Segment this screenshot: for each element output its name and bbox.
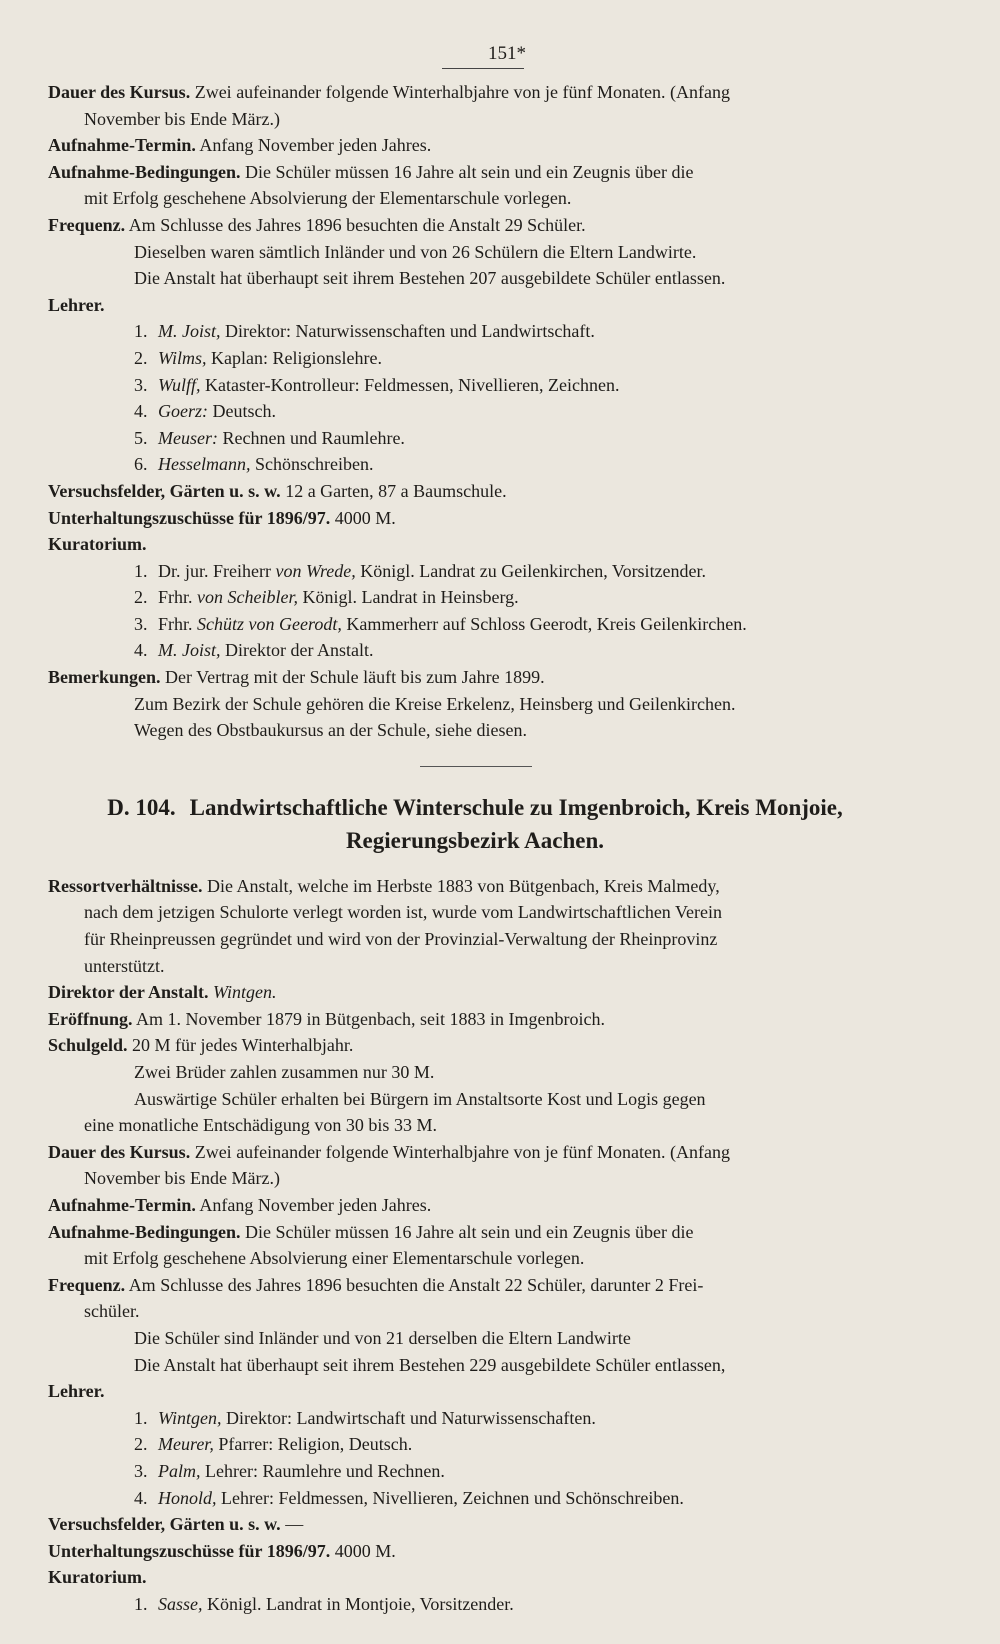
- list-item-name: Sasse,: [158, 1593, 203, 1614]
- aufnahme-termin-entry: [48, 132, 902, 159]
- aufnahme-bedingungen-continuation-2: mit Erfolg geschehene Absolvierung einer Elementarschule vorlegen.: [84, 1248, 585, 1269]
- list-item: [48, 584, 902, 611]
- schulgeld-line-2: Zwei Brüder zahlen zusammen nur 30 M.: [134, 1062, 435, 1082]
- list-item-text: Königl. Landrat zu Geilenkirchen, Vorsitzender.: [360, 560, 707, 581]
- dauer-entry: [48, 79, 902, 106]
- kuratorium-heading-2: Kuratorium.: [48, 1567, 147, 1588]
- schulgeld-line-3: Auswärtige Schüler erhalten bei Bürgern im Anstaltsorte Kost und Logis gegen: [134, 1088, 706, 1109]
- entry-heading: Aufnahme-Termin.: [48, 135, 196, 156]
- list-item-number: 1.: [134, 1593, 148, 1614]
- page-number-rule: [442, 68, 524, 69]
- list-item: [48, 1591, 902, 1618]
- list-item: [48, 1431, 902, 1458]
- kuratorium-list: [48, 558, 902, 664]
- list-item-text: Pfarrer: Religion, Deutsch.: [218, 1434, 413, 1455]
- list-item-number: 1.: [134, 1407, 148, 1428]
- list-item: [48, 318, 902, 345]
- list-item-name: Meurer,: [158, 1434, 214, 1455]
- list-item-text: Königl. Landrat in Montjoie, Vorsitzender.: [207, 1593, 514, 1614]
- list-item-name: Hesselmann,: [158, 454, 251, 475]
- frequenz-line-2b: Die Schüler sind Inländer und von 21 derselben die Eltern Landwirte: [134, 1327, 631, 1348]
- unterhaltungszuschuesse-entry-2: [48, 1538, 902, 1565]
- list-item-number: 3.: [134, 374, 148, 395]
- list-item-text: Kammerherr auf Schloss Geerodt, Kreis Geilenkirchen.: [346, 613, 747, 634]
- entry-text: Die Schüler müssen 16 Jahre alt sein und ein Zeugnis über die: [245, 1221, 694, 1242]
- entry-heading: Versuchsfelder, Gärten u. s. w.: [48, 480, 281, 501]
- list-item: [48, 345, 902, 372]
- list-item-name: M. Joist,: [158, 321, 221, 342]
- entry-heading: Dauer des Kursus.: [48, 82, 191, 102]
- list-item: [48, 1458, 902, 1485]
- list-item-number: 5.: [134, 427, 148, 448]
- list-item-text: Kaplan: Religionslehre.: [211, 347, 382, 368]
- entry-text: Die Anstalt, welche im Herbste 1883 von Bütgenbach, Kreis Malmedy,: [206, 875, 720, 896]
- entry-text: 4000 M.: [334, 507, 396, 528]
- entry-heading: Bemerkungen.: [48, 667, 161, 688]
- list-item-text: Direktor: Naturwissenschaften und Landwirtschaft.: [225, 321, 595, 342]
- list-item-number: 2.: [134, 1434, 148, 1455]
- list-item-number: 6.: [134, 454, 148, 475]
- list-item-name: Wulff,: [158, 374, 201, 395]
- ressort-line-4: unterstützt.: [84, 955, 165, 976]
- entry-heading: Aufnahme-Bedingungen.: [48, 1221, 241, 1242]
- list-item-number: 1.: [134, 560, 148, 581]
- list-item-prefix: Frhr.: [158, 613, 193, 634]
- list-item-text: Lehrer: Raumlehre und Rechnen.: [205, 1460, 445, 1481]
- entry-text: Am 1. November 1879 in Bütgenbach, seit 1883 in Imgenbroich.: [136, 1008, 605, 1029]
- entry-text: —: [285, 1514, 304, 1535]
- list-item-text: Lehrer: Feldmessen, Nivellieren, Zeichnen und Schönschreiben.: [221, 1487, 684, 1508]
- list-item: [48, 1485, 902, 1512]
- unterhaltungszuschuesse-entry: [48, 505, 902, 532]
- frequenz-line-3b: Die Anstalt hat überhaupt seit ihrem Bestehen 229 ausgebildete Schüler entlassen,: [134, 1354, 726, 1375]
- list-item: [48, 558, 902, 585]
- list-item: [48, 451, 902, 478]
- entry-text: Anfang November jeden Jahres.: [199, 1194, 432, 1215]
- frequenz-entry-2: [48, 1272, 902, 1299]
- list-item-number: 2.: [134, 347, 148, 368]
- list-item: [48, 611, 902, 638]
- frequenz-entry: [48, 212, 902, 239]
- list-item-name: Goerz:: [158, 401, 208, 422]
- entry-heading: Aufnahme-Termin.: [48, 1194, 196, 1215]
- list-item-name: Honold,: [158, 1487, 217, 1508]
- list-item-text: Direktor: Landwirtschaft und Naturwissenschaften.: [226, 1407, 596, 1428]
- list-item: [48, 372, 902, 399]
- frequenz-line-3: Die Anstalt hat überhaupt seit ihrem Bestehen 207 ausgebildete Schüler entlassen.: [134, 268, 726, 289]
- list-item-number: 1.: [134, 321, 148, 342]
- entry-heading: Dauer des Kursus.: [48, 1141, 191, 1162]
- lehrer-heading-2: Lehrer.: [48, 1381, 105, 1402]
- list-item-text: Direktor der Anstalt.: [225, 640, 374, 661]
- entry-heading: Aufnahme-Bedingungen.: [48, 161, 241, 182]
- list-item-number: 3.: [134, 613, 148, 634]
- aufnahme-termin-entry-2: [48, 1192, 902, 1219]
- list-item: [48, 425, 902, 452]
- eroeffnung-entry: [48, 1006, 902, 1033]
- entry-text: Zwei aufeinander folgende Winterhalbjahre von je fünf Monaten. (Anfang: [194, 82, 730, 102]
- list-item-number: 4.: [134, 401, 148, 422]
- list-item-name: Schütz von Geerodt,: [197, 613, 342, 634]
- section-code: D. 104.: [107, 794, 176, 820]
- list-item-prefix: Dr. jur. Freiherr: [158, 560, 271, 581]
- schulgeld-line-4: eine monatliche Entschädigung von 30 bis 33 M.: [84, 1115, 437, 1136]
- ressort-entry: [48, 873, 902, 900]
- list-item-prefix: Frhr.: [158, 587, 193, 608]
- list-item-text: Königl. Landrat in Heinsberg.: [302, 587, 519, 608]
- list-item: [48, 637, 902, 664]
- versuchsfelder-entry-2: [48, 1511, 902, 1538]
- kuratorium-heading: Kuratorium.: [48, 534, 147, 555]
- list-item-number: 4.: [134, 640, 148, 661]
- entry-text: Wintgen.: [213, 982, 277, 1003]
- list-item-text: Kataster-Kontrolleur: Feldmessen, Nivellieren, Zeichnen.: [205, 374, 620, 395]
- lehrer-list: [48, 318, 902, 478]
- bemerkungen-entry: [48, 664, 902, 691]
- entry-heading: Frequenz.: [48, 214, 126, 235]
- frequenz-line-2: Dieselben waren sämtlich Inländer und von 26 Schülern die Eltern Landwirte.: [134, 241, 697, 262]
- section-title: [48, 791, 902, 824]
- entry-heading: Schulgeld.: [48, 1035, 128, 1056]
- schulgeld-entry: [48, 1032, 902, 1059]
- entry-heading: Ressortverhältnisse.: [48, 875, 203, 896]
- dauer-entry-2: [48, 1139, 902, 1166]
- entry-text: Der Vertrag mit der Schule läuft bis zum Jahre 1899.: [165, 667, 545, 688]
- entry-heading: Direktor der Anstalt.: [48, 982, 209, 1003]
- list-item-text: Schönschreiben.: [255, 454, 374, 475]
- entry-text: 12 a Garten, 87 a Baumschule.: [285, 480, 507, 501]
- list-item-text: Deutsch.: [212, 401, 276, 422]
- list-item: [48, 1405, 902, 1432]
- ressort-line-2: nach dem jetzigen Schulorte verlegt worden ist, wurde vom Landwirtschaftlichen Verein: [84, 902, 722, 923]
- aufnahme-bedingungen-continuation: mit Erfolg geschehene Absolvierung der Elementarschule vorlegen.: [84, 188, 572, 209]
- spacer: [48, 857, 902, 873]
- list-item-text: Rechnen und Raumlehre.: [222, 427, 405, 448]
- list-item-name: Wintgen,: [158, 1407, 222, 1428]
- dauer-continuation-2: November bis Ende März.): [84, 1168, 280, 1189]
- list-item-name: von Scheibler,: [197, 587, 298, 608]
- list-item-name: Meuser:: [158, 427, 218, 448]
- list-item: [48, 398, 902, 425]
- list-item-number: 2.: [134, 587, 148, 608]
- list-item-number: 4.: [134, 1487, 148, 1508]
- direktor-entry: [48, 979, 902, 1006]
- list-item-name: Palm,: [158, 1460, 201, 1481]
- entry-text: Anfang November jeden Jahres.: [199, 135, 432, 156]
- list-item-name: M. Joist,: [158, 640, 221, 661]
- entry-heading: Unterhaltungszuschüsse für 1896/97.: [48, 507, 331, 528]
- entry-text: Am Schlusse des Jahres 1896 besuchten die Anstalt 22 Schüler, darunter 2 Frei-: [128, 1274, 704, 1295]
- entry-heading: Eröffnung.: [48, 1008, 133, 1029]
- aufnahme-bedingungen-entry-2: [48, 1219, 902, 1246]
- aufnahme-bedingungen-entry: [48, 159, 902, 186]
- lehrer-heading: Lehrer.: [48, 294, 105, 315]
- page-content: [48, 40, 902, 1617]
- bemerkungen-line-3: Wegen des Obstbaukursus an der Schule, siehe diesen.: [134, 720, 527, 741]
- versuchsfelder-entry: [48, 478, 902, 505]
- entry-heading: Versuchsfelder, Gärten u. s. w.: [48, 1514, 281, 1535]
- list-item-name: von Wrede,: [275, 560, 356, 581]
- kuratorium-list-2: [48, 1591, 902, 1618]
- section-title-line-1: Landwirtschaftliche Winterschule zu Imgenbroich, Kreis Monjoie,: [189, 794, 843, 820]
- entry-text: 4000 M.: [334, 1540, 396, 1561]
- entry-text: Die Schüler müssen 16 Jahre alt sein und ein Zeugnis über die: [245, 161, 694, 182]
- page-number: 151*: [488, 43, 526, 64]
- section-title-line-2: Regierungsbezirk Aachen.: [345, 827, 605, 853]
- list-item-name: Wilms,: [158, 347, 207, 368]
- entry-text: Zwei aufeinander folgende Winterhalbjahre von je fünf Monaten. (Anfang: [194, 1141, 730, 1162]
- ressort-line-3: für Rheinpreussen gegründet und wird von der Provinzial-Verwaltung der Rheinprovinz: [84, 929, 718, 950]
- entry-heading: Frequenz.: [48, 1274, 126, 1295]
- list-item-number: 3.: [134, 1460, 148, 1481]
- dauer-continuation: November bis Ende März.): [84, 108, 280, 129]
- frequenz-line-1b: schüler.: [84, 1301, 140, 1322]
- lehrer-list-2: [48, 1405, 902, 1511]
- section-divider: [420, 766, 532, 767]
- entry-text: Am Schlusse des Jahres 1896 besuchten die Anstalt 29 Schüler.: [128, 214, 586, 235]
- entry-heading: Unterhaltungszuschüsse für 1896/97.: [48, 1540, 331, 1561]
- bemerkungen-line-2: Zum Bezirk der Schule gehören die Kreise Erkelenz, Heinsberg und Geilenkirchen.: [134, 693, 736, 714]
- entry-text: 20 M für jedes Winterhalbjahr.: [132, 1035, 354, 1056]
